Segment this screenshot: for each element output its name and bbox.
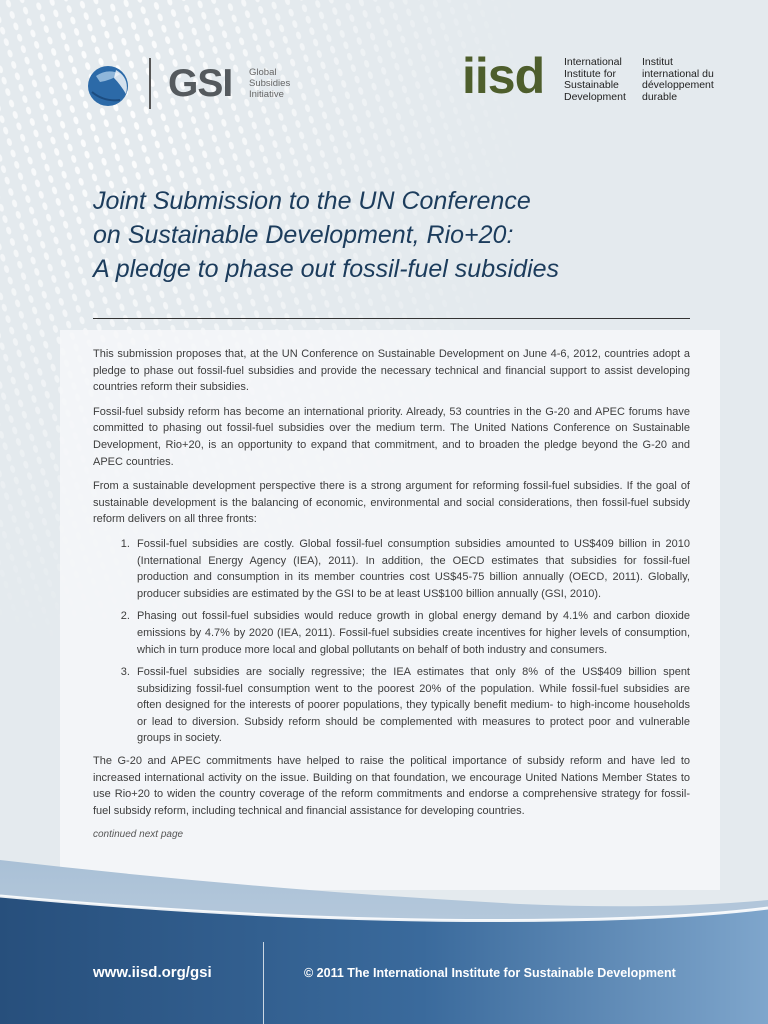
body-paragraph: Fossil-fuel subsidy reform has become an international priority. Already, 53 countries in the G-20 and APEC forums have committed to phasing out fossil-fuel subsidies over the medium term. The United Nations Conference on Sustainable Development, Rio+20, is an opportunity to expand that commitment, and to broaden the pledge beyond the G-20 and APEC countries. — [93, 405, 690, 468]
iisd-en-line: Sustainable — [564, 79, 619, 91]
continued-note: continued next page — [93, 829, 184, 841]
document-title — [93, 184, 693, 286]
iisd-fr-line: international du — [642, 67, 714, 80]
gsi-name-line: Global — [249, 67, 277, 78]
footer-divider — [263, 942, 264, 1024]
footer-band — [0, 860, 768, 1024]
iisd-en-line: Development — [564, 90, 626, 103]
iisd-french-name — [642, 57, 714, 103]
iisd-english-name — [564, 57, 626, 103]
gsi-name-line: Initiative — [249, 89, 284, 100]
title-line: on Sustainable Development, Rio+20: — [93, 221, 514, 249]
iisd-logo — [462, 48, 732, 106]
list-item: 1. Fossil-fuel subsidies are costly. Global fossil-fuel consumption subsidies amounted to US$409 billion in 2010 (International Energy Agency (IEA), 2011). In addition, the OECD estimates that subsidies for fossil-fuel production and consumption in its member countries cost US$45-75 billion annually (OECD, 2011). Globally, producer subsidies are estimated by the GSI to be at least US$100 billion annually (GSI, 2010). — [133, 536, 690, 602]
body-paragraph: From a sustainable development perspective there is a strong argument for reforming fossil-fuel subsidies. If the goal of sustainable development is the balancing of economic, environmental and social considerations, then fossil-fuel subsidy reform delivers on all three fronts: — [93, 480, 690, 526]
body-paragraph: The G-20 and APEC commitments have helped to raise the political importance of subsidy reform and have led to increased international activity on the issue. Building on that foundation, we encourage United Nations Member States to use Rio+20 to widen the country coverage of the reform commitments and endorse a comprehensive strategy for fossil-fuel subsidy reform, including technical and financial assistance for developing countries. — [93, 755, 690, 817]
document-body — [93, 346, 690, 844]
iisd-abbreviation: iisd — [462, 48, 545, 104]
fronts-list — [93, 536, 690, 747]
footer-copyright: © 2011 The International Institute for Sustainable Development — [304, 966, 676, 980]
iisd-fr-line: durable — [642, 90, 678, 103]
gsi-name-line: Subsidies — [249, 78, 291, 89]
title-line: A pledge to phase out fossil-fuel subsidies — [93, 255, 560, 283]
title-rule — [93, 318, 690, 319]
body-paragraph: This submission proposes that, at the UN Conference on Sustainable Development on June 4-6, 2012, countries adopt a pledge to phase out fossil-fuel subsidies and provide the necessary technical and financial support to assist developing countries reform their subsidies. — [93, 348, 690, 394]
gsi-globe-icon — [86, 62, 134, 108]
iisd-en-line: International — [564, 56, 622, 68]
footer-url-link[interactable]: www.iisd.org/gsi — [93, 964, 212, 981]
iisd-en-line: Institute for — [564, 67, 616, 80]
title-line: Joint Submission to the UN Conference — [93, 187, 531, 215]
list-item: 2. Phasing out fossil-fuel subsidies would reduce growth in global energy demand by 4.1% and carbon dioxide emissions by 4.7% by 2020 (IEA, 2011). Fossil-fuel subsidies create incentives for higher levels of consumption, which in turn produce more local and global pollutants on behalf of both industry and consumers. — [133, 608, 690, 658]
list-item: 3. Fossil-fuel subsidies are socially regressive; the IEA estimates that only 8% of the US$409 billion spent subsidizing fossil-fuel consumption went to the poorest 20% of the population. While fossil-fuel subsidies are often designed for the interests of poorer populations, they typically benefit medium- to high-income households or lead to diversion. Subsidy reform should be complemented with measures to protect poor and vulnerable groups in society. — [133, 664, 690, 747]
gsi-abbreviation: GSI — [168, 62, 233, 105]
iisd-fr-line: Institut — [642, 56, 673, 68]
gsi-logo — [86, 58, 306, 110]
gsi-divider — [149, 58, 151, 109]
gsi-full-name — [249, 67, 290, 100]
iisd-fr-line: développement — [642, 79, 714, 91]
